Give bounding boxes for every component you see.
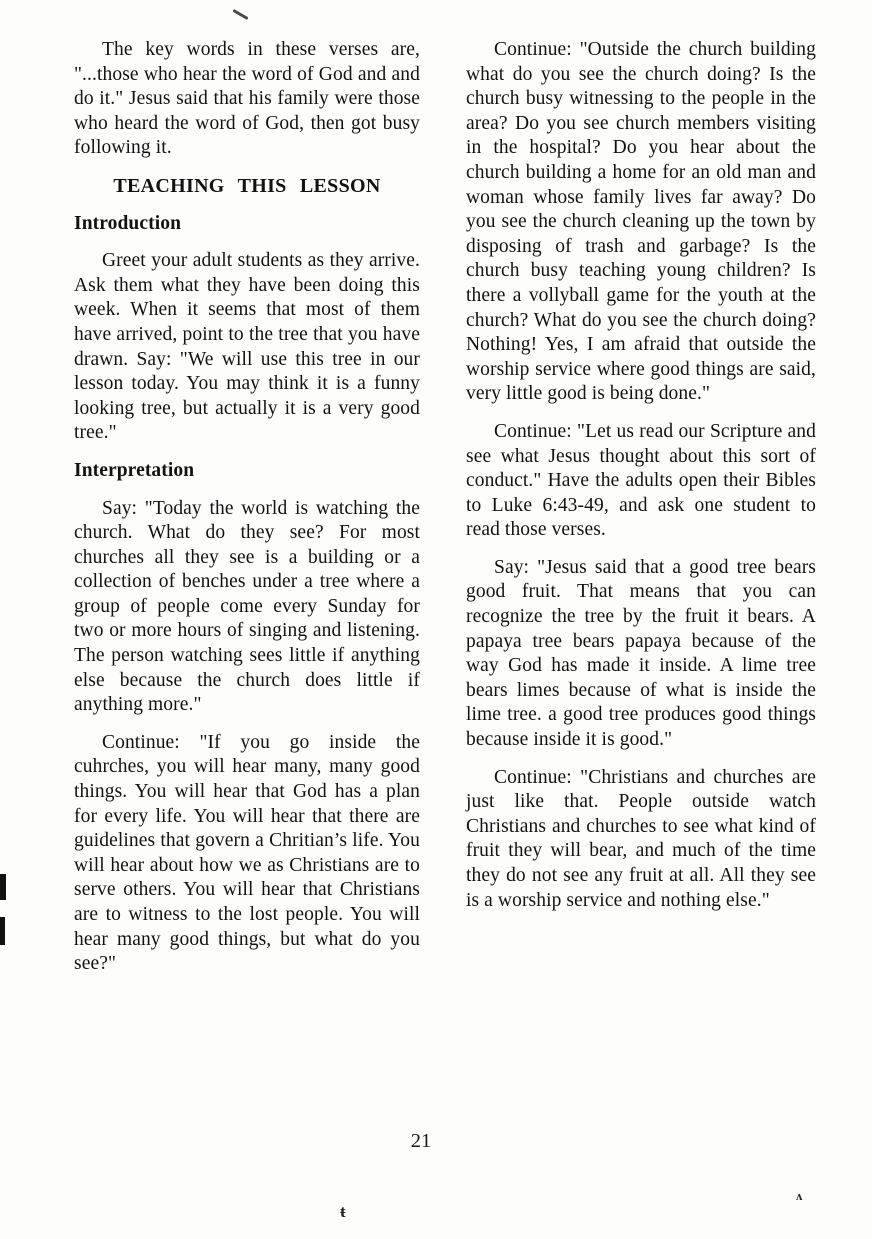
- scan-mark-bottom-right-glyph: ʌ: [796, 1188, 803, 1203]
- subheading-introduction: Introduction: [74, 212, 182, 234]
- paragraph-good-tree: Say: "Jesus said that a good tree bears good fruit. That means that you can recognize the tree by the fruit it bears. A papaya tree bears papaya because of the way God has made it inside. A lime tree bears limes because of what is inside the lime tree. a good tree produces good things because inside it is good.": [466, 556, 816, 751]
- paragraph-outside-church: Continue: "Outside the church building what do you see the church doing? Is the church busy witnessing to the people in the area? Do you see church members visiting in the hospital? Do you hear about the church building a home for an old man and woman whose family lives far away? Do you see the church cleaning up the town by disposing of trash and garbage? Is the church busy teaching young children? Is there a vollyball game for the youth at the church? What do you see the church doing? Nothing! Yes, I am afraid that outside the worship service where good things are said, very little good is being done.": [466, 39, 816, 405]
- scan-mark-top-diagonal: [232, 9, 248, 20]
- paragraph-key-words: The key words in these verses are, "...those who hear the word of God and and do it." Jesus said that his family were those who heard the word of God, then got busy following it.: [74, 39, 420, 159]
- paragraph-christians-churches: Continue: "Christians and churches are just like that. People outside watch Christians and churches to see what kind of fruit they will bear, and much of the time they do not see any fruit at all. All they see is a worship service and nothing else.": [466, 766, 816, 911]
- scan-mark-left-edge-bar-1: [0, 874, 6, 900]
- left-column: [74, 38, 420, 990]
- right-column: [466, 38, 816, 926]
- subheading-interpretation: Interpretation: [74, 459, 195, 481]
- paragraph-inside-churches: Continue: "If you go inside the cuhrches, you will hear many, many good things. You will hear that God has a plan for every life. You will hear that there are guidelines that govern a Chritian’s life. You will hear about how we as Christians are to serve others. You will hear that Christians are to witness to the lost people. You will hear many good things, but what do you see?": [74, 731, 420, 975]
- scan-mark-left-edge-bar-2: [0, 917, 5, 945]
- paragraph-greet-students: Greet your adult students as they arrive. Ask them what they have been doing this week. When it seems that most of them have arrived, point to the tree that you have drawn. Say: "We will use this tree in our lesson today. You may think it is a funny looking tree, but actually it is a very good tree.": [74, 250, 420, 444]
- scan-mark-bottom-left-glyph: ŧ: [340, 1202, 346, 1221]
- section-heading-teaching-this-lesson: TEACHING THIS LESSON: [113, 174, 381, 197]
- page-number: 21: [410, 1130, 432, 1152]
- paragraph-read-scripture: Continue: "Let us read our Scripture and see what Jesus thought about this sort of conduct." Have the adults open their Bibles to Luke 6:43-49, and ask one student to read those verses.: [466, 420, 816, 541]
- paragraph-world-watching: Say: "Today the world is watching the church. What do they see? For most churches all they see is a building or a collection of benches under a tree where a group of people come every Sunday for two or more hours of singing and listening. The person watching sees little if anything else because the church does little if anything more.": [74, 497, 420, 716]
